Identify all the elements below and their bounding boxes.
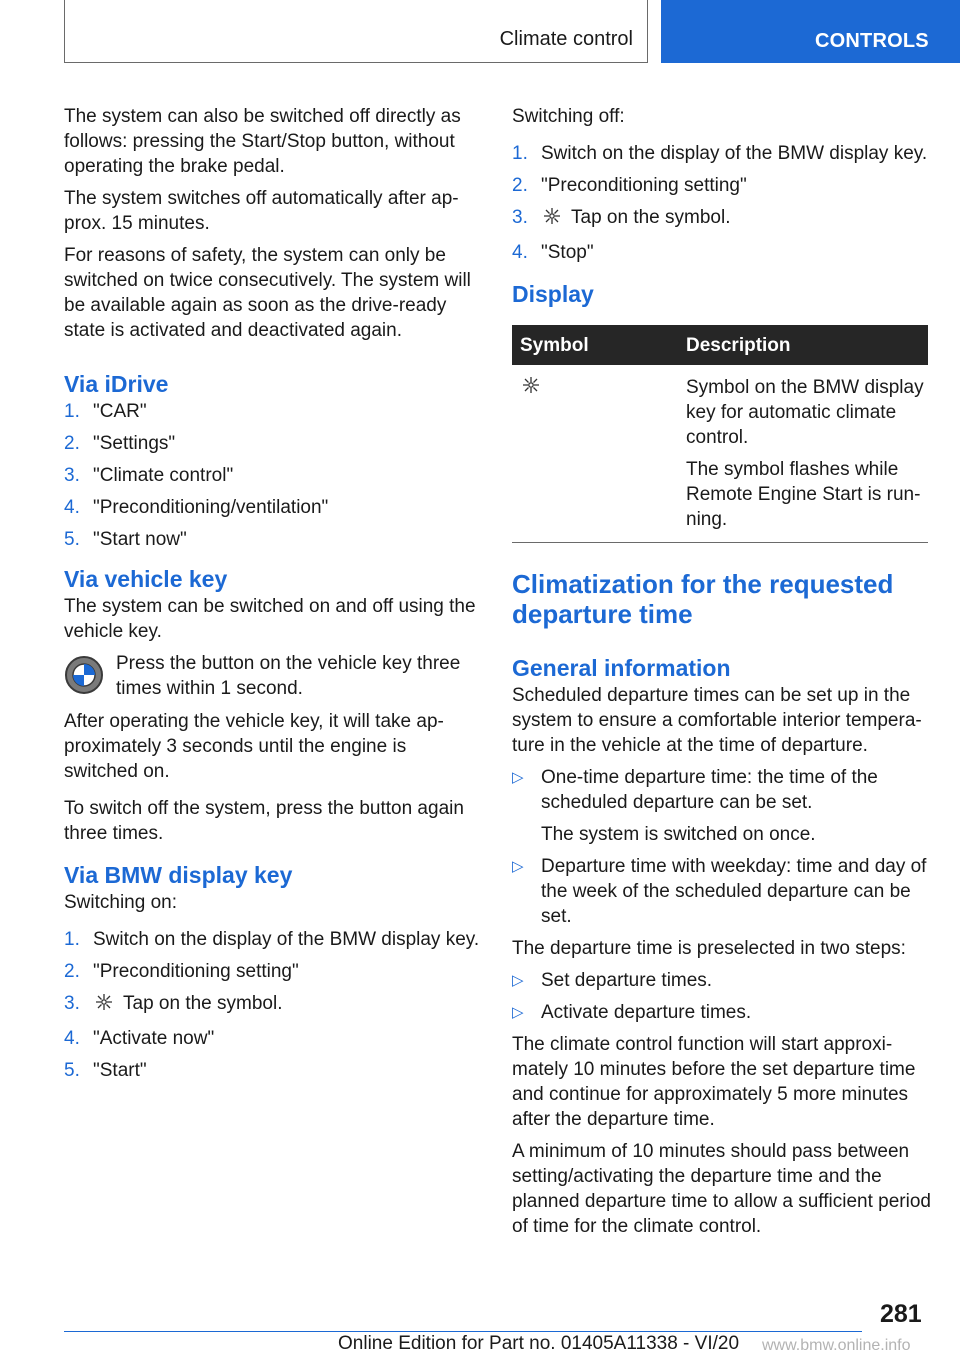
chapter-tab[interactable] xyxy=(661,0,960,63)
col-symbol: Symbol xyxy=(512,325,678,365)
idrive-steps xyxy=(64,399,482,552)
description-1: Symbol on the BMW display key for automatic climate control. xyxy=(686,377,924,448)
climate-fan-icon xyxy=(93,992,115,1019)
heading-via-idrive: Via iDrive xyxy=(64,371,169,397)
bmw-key-icon xyxy=(64,651,116,702)
list-item: 4. "Activate now" xyxy=(64,1028,215,1049)
col-description: Description xyxy=(678,325,928,365)
description-cell xyxy=(678,365,928,543)
symbol-cell xyxy=(512,365,678,543)
footer-edition: Online Edition for Part no. 01405A11338 - VI/20 xyxy=(338,1333,740,1354)
list-item: 4. "Preconditioning/ventilation" xyxy=(64,497,329,518)
list-item: ▷ Set departure times. xyxy=(512,970,713,991)
list-item: 2. "Preconditioning setting" xyxy=(512,175,747,196)
triangle-bullet-icon: ▷ xyxy=(512,769,524,786)
intro-paragraph-2: The system switches off automatically after approx. 15 minutes. xyxy=(64,188,459,234)
vehicle-key-off: To switch off the system, press the button again three times. xyxy=(64,798,464,844)
list-item: 2. "Settings" xyxy=(64,433,176,454)
climate-timing-text: The climate control function will start approximately 10 minutes before the set departure time and continue for approximately 5 more minutes after the departure time. xyxy=(512,1034,916,1130)
intro-paragraph-3: For reasons of safety, the system can only be switched on twice consecutively. The system will be available again as soon as the drive-ready state is activated and deactivated again. xyxy=(64,245,471,341)
heading-via-display-key: Via BMW display key xyxy=(64,862,293,888)
list-item: 3. "Climate control" xyxy=(64,465,234,486)
key-note-text: Press the button on the vehicle key three times within 1 second. xyxy=(116,653,461,699)
list-item: ▷ Activate departure times. xyxy=(512,1002,752,1023)
section-title: Climate control xyxy=(499,28,633,50)
minimum-time-text: A minimum of 10 minutes should pass between setting/activating the departure time and the planned departure time to allow a sufficient period of time for the climate control. xyxy=(512,1141,931,1237)
switch-off-steps xyxy=(512,141,932,265)
list-item: ▷ Departure time with weekday: time and day of the week of the scheduled departure can be set. xyxy=(512,856,927,927)
climate-fan-icon xyxy=(520,379,542,400)
list-item: 2. "Preconditioning setting" xyxy=(64,961,299,982)
intro-paragraph-1: The system can also be switched off directly as follows: pressing the Start/Stop button, without operating the brake pedal. xyxy=(64,106,461,177)
heading-climatization: Climatization for the requested departure time xyxy=(512,569,894,629)
table-row xyxy=(512,365,928,543)
description-2: The symbol flashes while Remote Engine Start is running. xyxy=(686,459,921,530)
list-item: ▷ One-time departure time: the time of the scheduled departure can be set. The system is switched on once. xyxy=(512,767,878,845)
list-item: 3. Tap on the symbol. xyxy=(64,991,482,1019)
list-item: 3. Tap on the symbol. xyxy=(512,205,932,233)
vehicle-key-intro: The system can be switched on and off using the vehicle key. xyxy=(64,596,476,642)
triangle-bullet-icon: ▷ xyxy=(512,972,524,989)
switching-on-label: Switching on: xyxy=(64,892,178,913)
list-item: 1. "CAR" xyxy=(64,401,147,422)
footer-divider xyxy=(64,1331,862,1332)
watermark: www.bmw.online.info xyxy=(762,1337,911,1354)
header-section-box xyxy=(64,0,648,63)
list-item: 1. Switch on the display of the BMW display key. xyxy=(512,143,928,164)
triangle-bullet-icon: ▷ xyxy=(512,1004,524,1021)
list-item: 5. "Start now" xyxy=(64,529,187,550)
triangle-bullet-icon: ▷ xyxy=(512,858,524,875)
general-text: Scheduled departure times can be set up in the system to ensure a comfortable interior temperature in the vehicle at the time of departure. xyxy=(512,685,922,756)
list-item: 4. "Stop" xyxy=(512,242,594,263)
table-header-row xyxy=(512,325,928,365)
page-number: 281 xyxy=(880,1300,922,1328)
departure-options-list xyxy=(512,765,932,929)
right-column xyxy=(512,104,932,1246)
switching-off-label: Switching off: xyxy=(512,106,625,127)
list-item: 1. Switch on the display of the BMW display key. xyxy=(64,929,480,950)
left-column xyxy=(64,104,482,1090)
preselect-text: The departure time is preselected in two steps: xyxy=(512,938,906,959)
list-item: 5. "Start" xyxy=(64,1060,147,1081)
heading-display: Display xyxy=(512,281,594,307)
heading-via-vehicle-key: Via vehicle key xyxy=(64,566,228,592)
vehicle-key-note xyxy=(64,651,482,702)
heading-general-information: General information xyxy=(512,655,731,681)
preselect-steps-list xyxy=(512,968,932,1025)
vehicle-key-after: After operating the vehicle key, it will take approximately 3 seconds until the engine is switched on. xyxy=(64,711,444,782)
display-table xyxy=(512,325,928,543)
chapter-title: CONTROLS xyxy=(815,30,929,52)
display-key-steps xyxy=(64,927,482,1083)
climate-fan-icon xyxy=(541,206,563,233)
